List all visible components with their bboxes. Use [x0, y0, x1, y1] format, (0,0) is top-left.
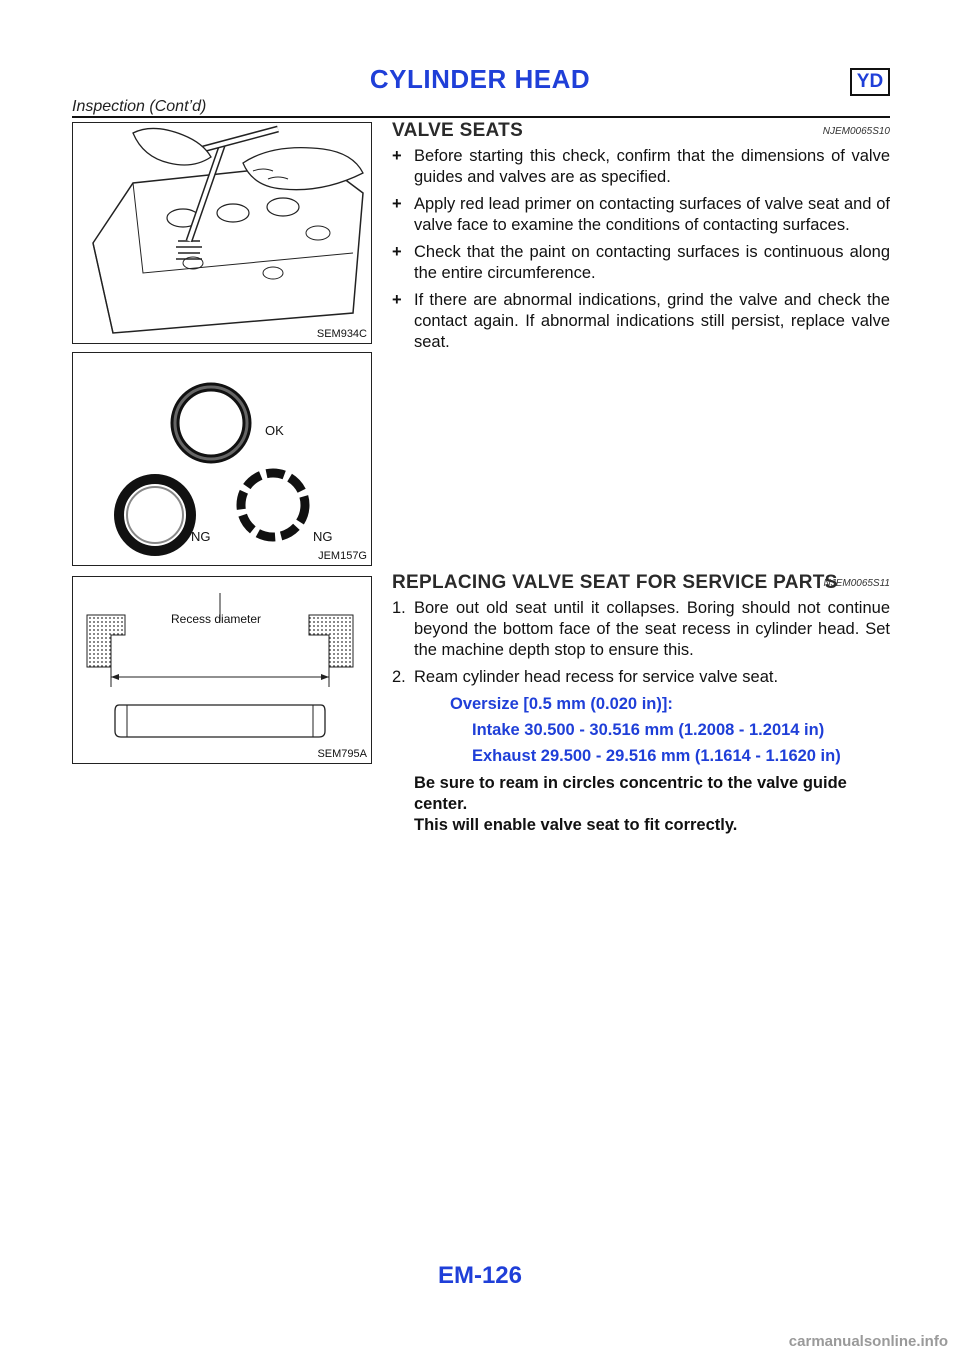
page-title: CYLINDER HEAD	[369, 64, 591, 94]
spec-intake: Intake 30.500 - 30.516 mm (1.2008 - 1.2014 in)	[472, 721, 825, 739]
section-valve-seats	[392, 120, 890, 359]
recess-diameter-label: Recess diameter	[171, 612, 262, 626]
page-number: EM-126	[437, 1262, 523, 1289]
section-code: NJEM0065S11	[823, 578, 890, 589]
list-item: + Apply red lead primer on contacting surfaces of valve seat and of valve face to examine the conditions of contacting surfaces.	[392, 195, 890, 234]
figure-id: SEM795A	[317, 748, 367, 760]
spec-exhaust: Exhaust 29.500 - 29.516 mm (1.1614 - 1.1620 in)	[472, 747, 841, 765]
recess-diameter-diagram-icon	[73, 577, 371, 763]
list-item: + Check that the paint on contacting surfaces is continuous along the entire circumference.	[392, 243, 890, 282]
broken-ring-icon	[241, 473, 305, 537]
ng-label-left: NG	[191, 529, 211, 544]
page-subtitle: Inspection (Cont’d)	[72, 98, 207, 115]
engine-code-badge: YD	[850, 68, 890, 96]
ok-label: OK	[265, 423, 284, 438]
section-title: REPLACING VALVE SEAT FOR SERVICE PARTS	[392, 572, 838, 593]
note-concentric: Be sure to ream in circles concentric to the valve guide center.	[414, 774, 847, 813]
note-fit: This will enable valve seat to fit correctly.	[414, 816, 738, 834]
list-item: 1. Bore out old seat until it collapses. Boring should not continue beyond the bottom face of the seat recess in cylinder head. Set the machine depth stop to ensure this.	[392, 599, 890, 659]
figure-recess-diameter	[72, 576, 372, 764]
contact-pattern-rings-icon	[73, 353, 371, 565]
section-header	[392, 120, 890, 146]
figure-id: JEM157G	[318, 550, 367, 562]
figure-valve-lapping	[72, 122, 372, 344]
list-item: + Before starting this check, confirm that the dimensions of valve guides and valves are as specified.	[392, 147, 890, 186]
valve-lapping-illustration-icon	[73, 123, 371, 343]
section-replacing-valve-seat	[392, 572, 890, 836]
figure-id: SEM934C	[316, 328, 367, 340]
valve-seat-checklist	[392, 146, 890, 353]
section-title: VALVE SEATS	[392, 120, 524, 141]
ng-label-right: NG	[313, 529, 333, 544]
figure-contact-pattern	[72, 352, 372, 566]
section-code: NJEM0065S10	[822, 126, 890, 137]
list-item: 2. Ream cylinder head recess for service valve seat.	[392, 668, 779, 686]
section-header	[392, 572, 890, 598]
replacement-steps	[392, 598, 890, 688]
spec-oversize: Oversize [0.5 mm (0.020 in)]:	[450, 695, 673, 713]
list-item: + If there are abnormal indications, grind the valve and check the contact again. If abnormal indications still persist, replace valve seat.	[392, 291, 890, 351]
watermark: carmanualsonline.info	[788, 1333, 948, 1350]
header-divider	[72, 116, 890, 118]
